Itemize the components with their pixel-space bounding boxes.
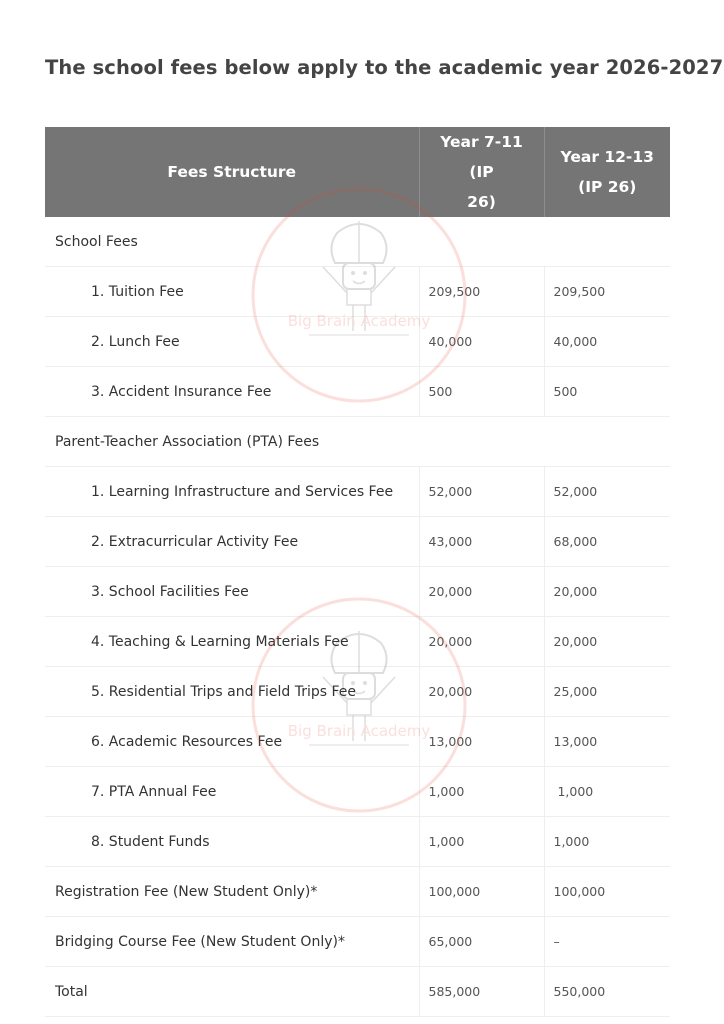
fee-label: 3. Accident Insurance Fee <box>45 367 419 417</box>
table-row <box>45 367 670 417</box>
page-title: The school fees below apply to the academic year 2026-2027 <box>45 56 724 79</box>
table-row <box>45 567 670 617</box>
total-value-y711: 585,000 <box>419 967 544 1017</box>
fee-value-y1213: 100,000 <box>544 867 670 917</box>
fee-label: 5. Residential Trips and Field Trips Fee <box>45 667 419 717</box>
fee-label: 6. Academic Resources Fee <box>45 717 419 767</box>
fees-table-container <box>45 127 670 1017</box>
table-row <box>45 517 670 567</box>
fee-value-y711: 20,000 <box>419 617 544 667</box>
section-label: School Fees <box>45 217 670 267</box>
table-row <box>45 767 670 817</box>
header-year-12-13-line1: Year 12-13 <box>560 148 654 166</box>
fee-label: 7. PTA Annual Fee <box>45 767 419 817</box>
fee-value-y1213: 68,000 <box>544 517 670 567</box>
total-value-y1213: 550,000 <box>544 967 670 1017</box>
fee-value-y711: 65,000 <box>419 917 544 967</box>
watermark-text: Big Brain Academy <box>287 312 431 330</box>
table-header-row <box>45 127 670 217</box>
fee-value-y1213: 52,000 <box>544 467 670 517</box>
table-row <box>45 267 670 317</box>
fee-label: 1. Tuition Fee <box>45 267 419 317</box>
fee-value-y711: 1,000 <box>419 767 544 817</box>
fees-table <box>45 127 670 1017</box>
fee-value-y1213: 1,000 <box>544 767 670 817</box>
fee-label: Registration Fee (New Student Only)* <box>45 867 419 917</box>
table-row-total <box>45 967 670 1017</box>
table-row <box>45 317 670 367</box>
header-fees-structure: Fees Structure <box>45 127 419 217</box>
fee-value-y1213: 209,500 <box>544 267 670 317</box>
fee-value-y1213: 25,000 <box>544 667 670 717</box>
table-row <box>45 467 670 517</box>
section-label: Parent-Teacher Association (PTA) Fees <box>45 417 670 467</box>
fee-value-y711: 1,000 <box>419 817 544 867</box>
fee-value-y1213: 20,000 <box>544 617 670 667</box>
section-row-school-fees <box>45 217 670 267</box>
fee-label: 1. Learning Infrastructure and Services Fee <box>45 467 419 517</box>
fee-value-y711: 20,000 <box>419 667 544 717</box>
fee-label: 3. School Facilities Fee <box>45 567 419 617</box>
fee-value-y711: 20,000 <box>419 567 544 617</box>
header-year-12-13-line2: (IP 26) <box>578 178 637 196</box>
fee-value-y1213: 40,000 <box>544 317 670 367</box>
header-year-7-11-line2: 26) <box>467 193 496 211</box>
table-row <box>45 717 670 767</box>
fee-label: 4. Teaching & Learning Materials Fee <box>45 617 419 667</box>
total-label: Total <box>45 967 419 1017</box>
fee-label: 2. Extracurricular Activity Fee <box>45 517 419 567</box>
fee-value-y1213: 20,000 <box>544 567 670 617</box>
header-year-7-11 <box>419 127 544 217</box>
fee-label: Bridging Course Fee (New Student Only)* <box>45 917 419 967</box>
table-row <box>45 817 670 867</box>
fee-value-y711: 100,000 <box>419 867 544 917</box>
fee-value-y711: 500 <box>419 367 544 417</box>
fee-value-y711: 13,000 <box>419 717 544 767</box>
fee-value-y711: 43,000 <box>419 517 544 567</box>
fee-value-y711: 52,000 <box>419 467 544 517</box>
table-row <box>45 667 670 717</box>
fee-value-y1213: 500 <box>544 367 670 417</box>
fee-value-y711: 209,500 <box>419 267 544 317</box>
table-row <box>45 617 670 667</box>
table-row <box>45 867 670 917</box>
fee-label: 8. Student Funds <box>45 817 419 867</box>
fee-value-y1213: – <box>544 917 670 967</box>
fee-value-y711: 40,000 <box>419 317 544 367</box>
header-year-7-11-line1: Year 7-11 (IP <box>440 133 523 181</box>
fee-value-y1213: 1,000 <box>544 817 670 867</box>
fee-label: 2. Lunch Fee <box>45 317 419 367</box>
watermark-text: Big Brain Academy <box>287 722 431 740</box>
fee-value-y1213: 13,000 <box>544 717 670 767</box>
header-year-12-13 <box>544 127 670 217</box>
section-row-pta-fees <box>45 417 670 467</box>
table-row <box>45 917 670 967</box>
